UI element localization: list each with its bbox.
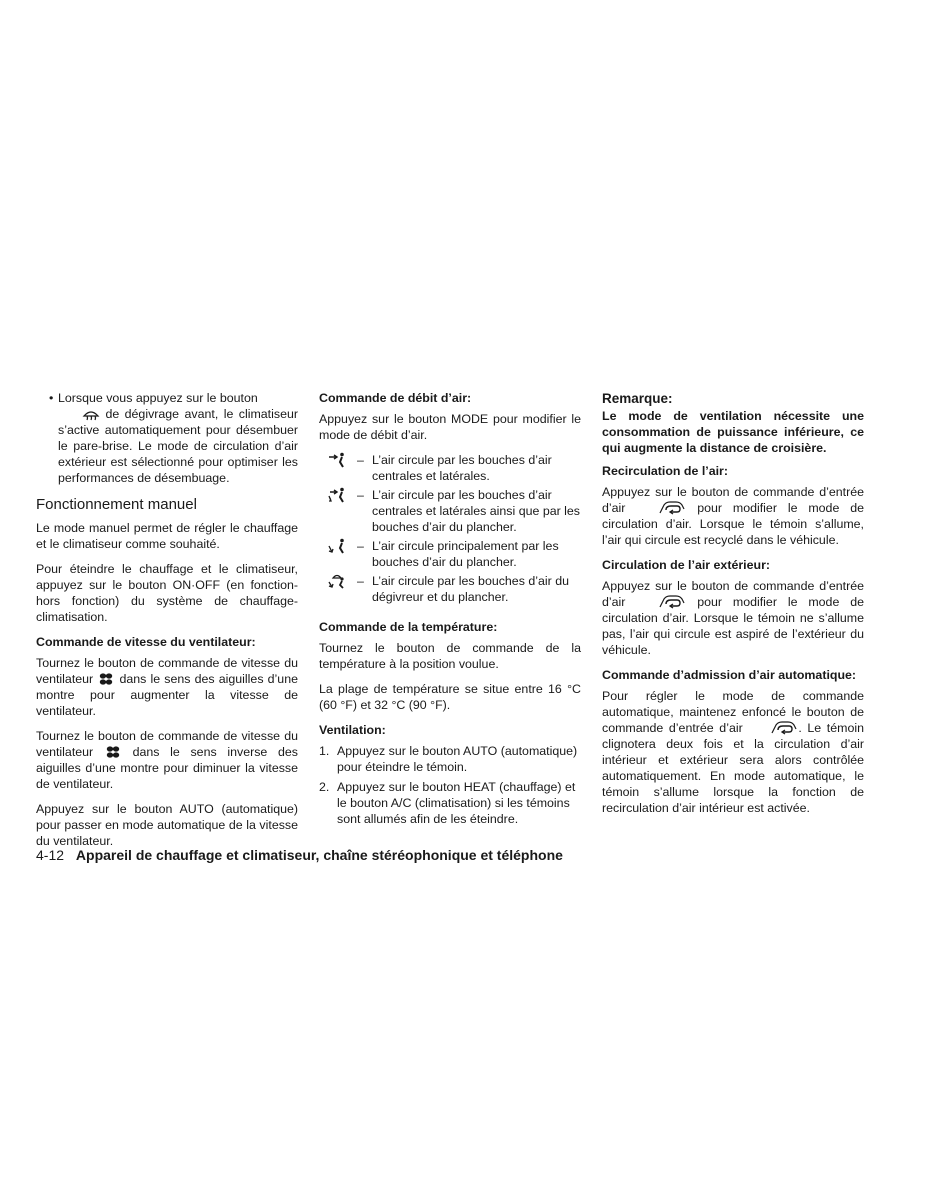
bullet-line1: Lorsque vous appuyez sur le bouton xyxy=(58,391,258,405)
bullet-rest: de dégivrage avant, le climatiseur s’active automatiquement pour désembuer le pare-brise. Le mode de circulation d’air extérieur est sélectionné pour optimiser les performances de désembuage. xyxy=(58,407,298,485)
recirc-end: pour modifier le mode de circulation d’air. Lorsque le témoin s’allume, l’air qui circule est recyclé dans le véhicule. xyxy=(602,501,865,547)
vent-heading: Ventilation: xyxy=(319,723,386,737)
fan-paragraph-2 xyxy=(36,728,298,792)
mode-text: L’air circule par les bouches d’air du dégivreur et du plancher. xyxy=(372,574,569,604)
column-right xyxy=(602,390,864,825)
step-text: Appuyez sur le bouton HEAT (chauffage) et le bouton A/C (climatisation) si les témoins sont allumés afin de les éteindre. xyxy=(337,780,576,826)
flow-intro: Appuyez sur le bouton MODE pour modifier le mode de débit d’air. xyxy=(319,412,581,442)
bullet-dot: • xyxy=(49,391,54,405)
mode-dash: – xyxy=(357,539,364,553)
outside-paragraph xyxy=(602,578,864,658)
temp-heading: Commande de la température: xyxy=(319,620,498,634)
defrost-floor-icon xyxy=(319,573,349,593)
column-left xyxy=(36,390,298,858)
recirculation-icon xyxy=(770,721,798,735)
step-number: 1. xyxy=(319,744,330,758)
mode-text: L’air circule par les bouches d’air centrales et latérales. xyxy=(372,453,552,483)
fan-p2-end: dans le sens inverse des aiguilles d’une montre pour diminuer la vitesse de ventilateur. xyxy=(36,745,298,791)
fan-p1-start: Tournez le bouton de commande de vitesse du ventilateur xyxy=(36,656,298,686)
floor-vent-icon xyxy=(319,538,349,558)
page-footer xyxy=(36,846,563,864)
remark-text: Le mode de ventilation nécessite une consommation de puissance inférieure, ce qui augmente la distance de croisière. xyxy=(602,409,864,455)
fan-p2-start: Tournez le bouton de commande de vitesse du ventilateur xyxy=(36,729,298,759)
recirculation-icon xyxy=(658,595,686,609)
fan-heading: Commande de vitesse du ventilateur: xyxy=(36,635,256,649)
recirc-heading: Recirculation de l’air: xyxy=(602,464,729,478)
fan-icon xyxy=(104,745,122,759)
fan-p1-end: dans le sens des aiguilles d’une montre pour augmenter la vitesse de ventilateur. xyxy=(36,672,298,718)
column-middle xyxy=(319,390,581,831)
outside-start: Appuyez sur le bouton de commande d’entrée d’air xyxy=(602,579,864,609)
remark-heading: Remarque: xyxy=(602,391,673,406)
recirc-start: Appuyez sur le bouton de commande d’entrée d’air xyxy=(602,485,864,515)
mode-text: L’air circule principalement par les bouches d’air du plancher. xyxy=(372,539,559,569)
manual-paragraph-1: Le mode manuel permet de régler le chauffage et le climatiseur comme souhaité. xyxy=(36,521,298,551)
auto-paragraph xyxy=(602,688,864,816)
mode-text: L’air circule par les bouches d’air centrales et latérales ainsi que par les bouches d’air du plancher. xyxy=(372,488,581,534)
front-defrost-icon xyxy=(82,407,100,421)
recirculation-icon xyxy=(658,501,686,515)
mode-item xyxy=(319,538,581,570)
chapter-title: Appareil de chauffage et climatiseur, chaîne stéréophonique et téléphone xyxy=(75,847,563,863)
mode-dash: – xyxy=(357,488,364,502)
mode-item xyxy=(319,573,581,605)
auto-start: Pour régler le mode de commande automatique, maintenez enfoncé le bouton de commande d’entrée d’air xyxy=(602,689,864,735)
manual-heading: Fonctionnement manuel xyxy=(36,496,197,513)
auto-end: . Le témoin clignotera deux fois et la circulation d’air intérieur et extérieur sera alors contrôlée automatiquement. En mode automatique, le témoin s’allume lorsque la fonction de recirculation d’air intérieur est activée. xyxy=(602,721,864,815)
recirc-paragraph xyxy=(602,484,864,548)
manual-paragraph-2: Pour éteindre le chauffage et le climatiseur, appuyez sur le bouton ON·OFF (en fonction-hors fonction) du système de chauffage-climatisation. xyxy=(36,562,298,624)
outside-heading: Circulation de l’air extérieur: xyxy=(602,558,771,572)
fan-icon xyxy=(97,672,115,686)
step-number: 2. xyxy=(319,780,330,794)
defrost-bullet xyxy=(36,390,298,486)
vent-step xyxy=(319,743,581,775)
temp-paragraph-2: La plage de température se situe entre 16 °C (60 °F) et 32 °C (90 °F). xyxy=(319,682,581,712)
auto-heading: Commande d’admission d’air automatique: xyxy=(602,668,857,682)
fan-paragraph-1 xyxy=(36,655,298,719)
page-number: 4-12 xyxy=(36,847,65,863)
temp-paragraph-1: Tournez le bouton de commande de la température à la position voulue. xyxy=(319,641,581,671)
mode-item xyxy=(319,452,581,484)
fan-paragraph-3: Appuyez sur le bouton AUTO (automatique) pour passer en mode automatique de la vitesse du ventilateur. xyxy=(36,802,298,848)
vent-step xyxy=(319,779,581,827)
mode-item xyxy=(319,487,581,535)
mode-dash: – xyxy=(357,453,364,467)
face-vent-icon xyxy=(319,452,349,472)
mode-dash: – xyxy=(357,574,364,588)
flow-heading: Commande de débit d’air: xyxy=(319,391,472,405)
step-text: Appuyez sur le bouton AUTO (automatique) pour éteindre le témoin. xyxy=(337,744,578,774)
bi-level-vent-icon xyxy=(319,487,349,507)
outside-end: pour modifier le mode de circulation d’air. Lorsque le témoin ne s’allume pas, l’air qui circule est aspiré de l’extérieur du véhicule. xyxy=(602,595,865,657)
